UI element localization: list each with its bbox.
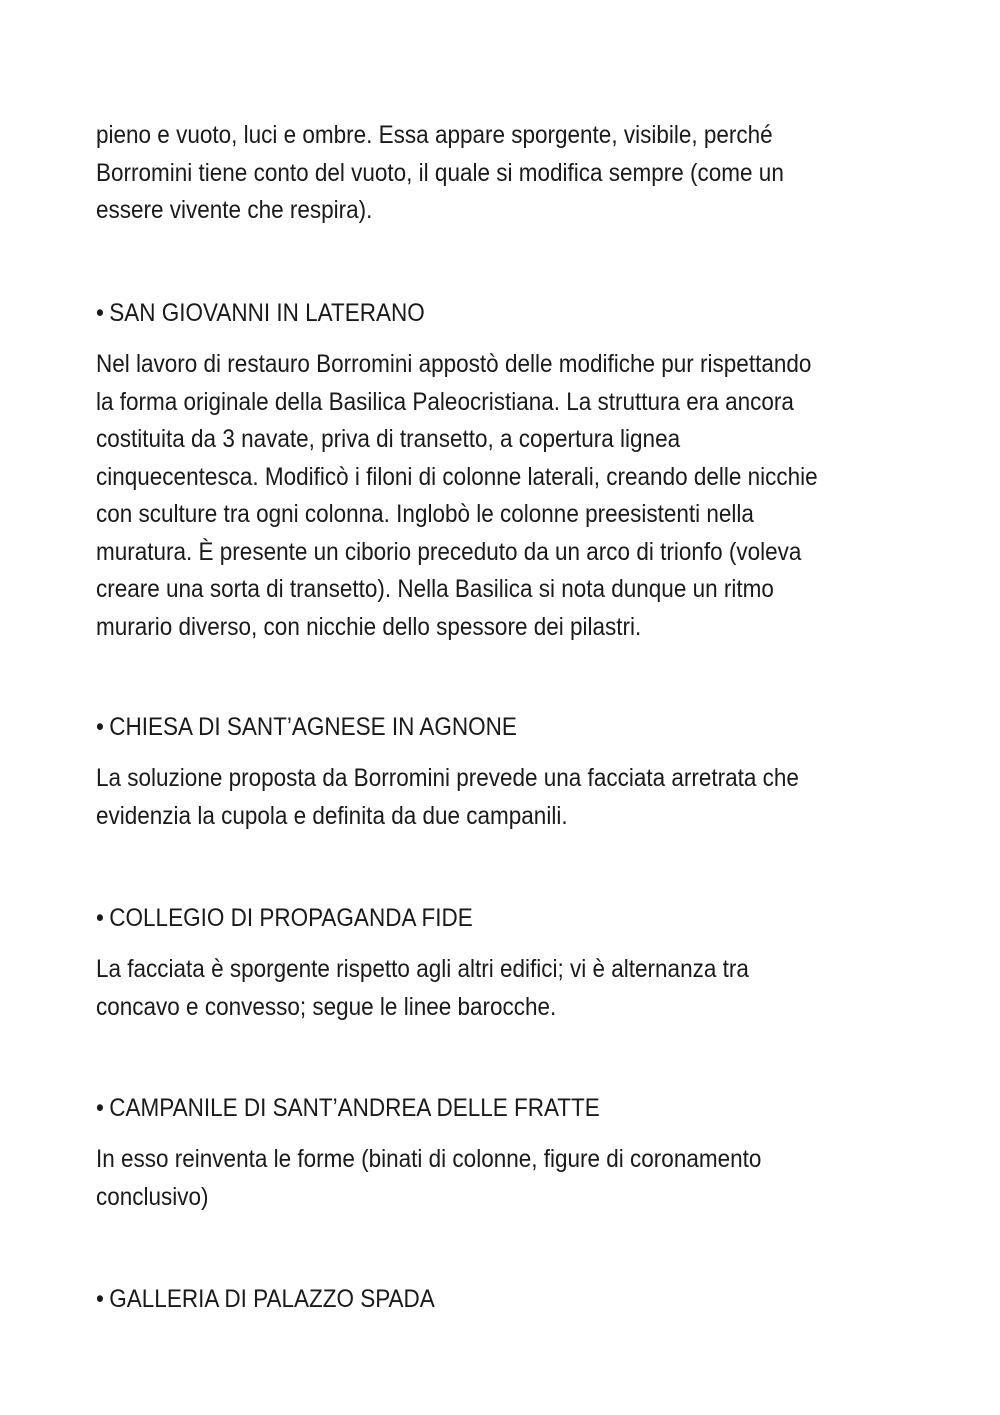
section-heading-text: COLLEGIO DI PROPAGANDA FIDE: [109, 904, 473, 932]
bullet-marker: •: [96, 299, 104, 327]
bullet-marker: •: [96, 713, 104, 741]
section-heading-propaganda-fide: [96, 900, 473, 938]
section-heading-sant-andrea: [96, 1090, 600, 1128]
section-heading-text: GALLERIA DI PALAZZO SPADA: [109, 1285, 435, 1313]
section-heading-san-giovanni: [96, 295, 425, 333]
bullet-marker: •: [96, 1094, 104, 1122]
paragraph-sant-agnese: La soluzione proposta da Borromini prevede una facciata arretrata che evidenzia la cupola e definita da due campanili.: [96, 764, 799, 830]
section-heading-text: CHIESA DI SANT’AGNESE IN AGNONE: [109, 713, 517, 741]
paragraph-san-giovanni: Nel lavoro di restauro Borromini appostò delle modifiche pur rispettando la forma originale della Basilica Paleocristiana. La struttura era ancora costituita da 3 navate, priva di transetto, a copertura lignea cinquecentesca. Modificò i filoni di colonne laterali, creando delle nicchie con sculture tra ogni colonna. Inglobò le colonne preesistenti nella muratura. È presente un ciborio preceduto da un arco di trionfo (voleva creare una sorta di transetto). Nella Basilica si nota dunque un ritmo murario diverso, con nicchie dello spessore dei pilastri.: [96, 350, 818, 641]
section-heading-text: SAN GIOVANNI IN LATERANO: [109, 299, 425, 327]
bullet-marker: •: [96, 1285, 104, 1313]
section-heading-palazzo-spada: [96, 1281, 435, 1319]
section-heading-sant-agnese: [96, 709, 517, 747]
paragraph-propaganda-fide: La facciata è sporgente rispetto agli altri edifici; vi è alternanza tra concavo e convesso; segue le linee barocche.: [96, 955, 749, 1021]
paragraph-sant-andrea: In esso reinventa le forme (binati di colonne, figure di coronamento conclusivo): [96, 1145, 762, 1211]
paragraph-intro-continuation: pieno e vuoto, luci e ombre. Essa appare sporgente, visibile, perché Borromini tiene conto del vuoto, il quale si modifica sempre (come un essere vivente che respira).: [96, 121, 784, 224]
bullet-marker: •: [96, 904, 104, 932]
section-heading-text: CAMPANILE DI SANT’ANDREA DELLE FRATTE: [109, 1094, 600, 1122]
